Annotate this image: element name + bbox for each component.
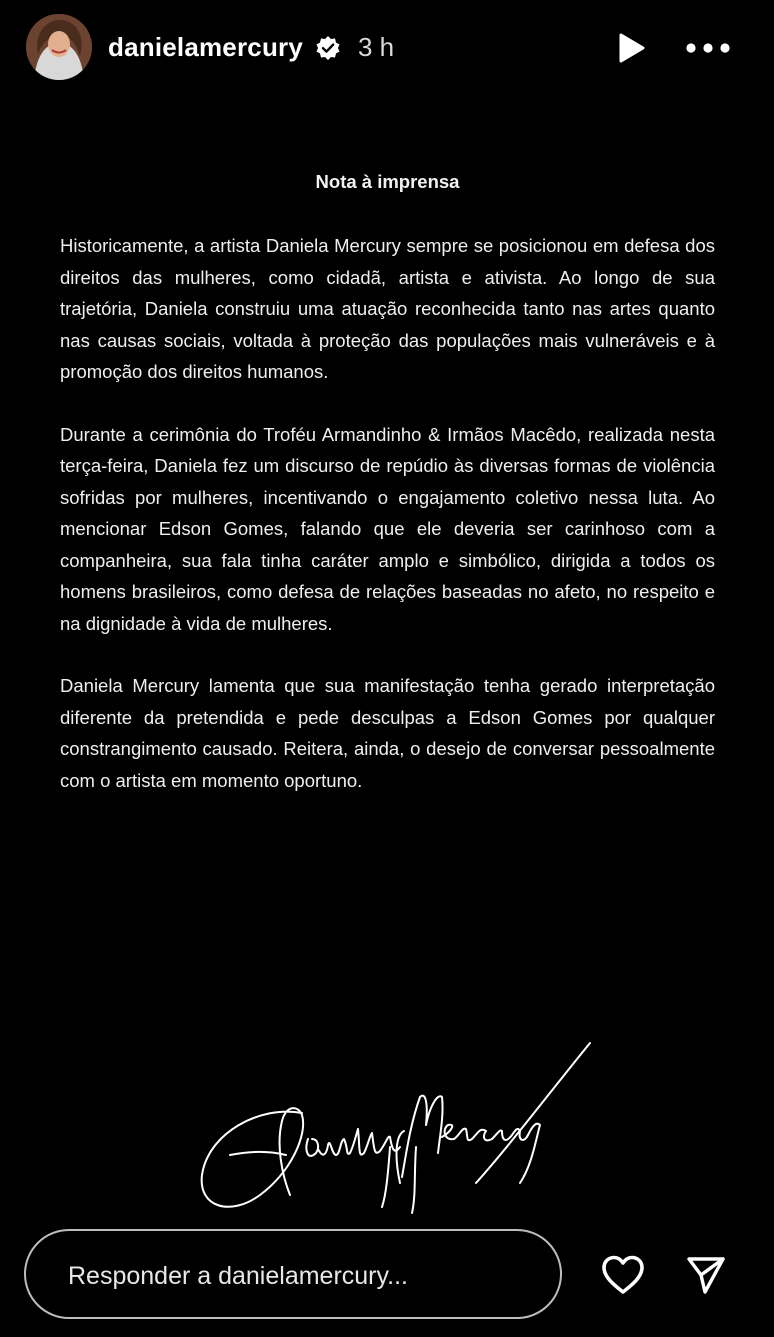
verified-badge-icon [315, 35, 341, 61]
note-paragraph-1: Historicamente, a artista Daniela Mercury sempre se posicionou em defesa dos direitos das mulheres, como cidadã, artista e ativista. Ao longo de sua trajetória, Daniela construiu uma atuação reconhecida tanto nas artes quanto nas causas sociais, voltada à proteção das populações mais vulneráveis e à promoção dos direitos humanos. [60, 235, 715, 382]
heart-icon[interactable] [600, 1254, 646, 1296]
story-header [0, 0, 774, 100]
more-options-icon[interactable] [685, 38, 731, 58]
handwritten-signature [190, 1035, 600, 1225]
note-title: Nota à imprensa [315, 171, 460, 192]
post-time: 3 h [358, 32, 395, 62]
play-icon[interactable] [614, 31, 648, 65]
send-icon[interactable] [685, 1254, 727, 1296]
press-note [60, 168, 715, 827]
note-paragraph-3: Daniela Mercury lamenta que sua manifestação tenha gerado interpretação diferente da pretendida e pede desculpas a Edson Gomes por qualquer constrangimento causado. Reitera, ainda, o desejo de conversar pessoalmente com o artista em momento oportuno. [60, 675, 715, 791]
avatar[interactable] [26, 14, 92, 80]
reply-placeholder: Responder a danielamercury... [68, 1262, 408, 1290]
note-paragraph-2: Durante a cerimônia do Troféu Armandinho & Irmãos Macêdo, realizada nesta terça-feira, Daniela fez um discurso de repúdio às diversas formas de violência sofridas por mulheres, incentivando o engajamento coletivo nessa luta. Ao mencionar Edson Gomes, falando que ele deveria ser carinhoso com a companheira, sua fala tinha caráter amplo e simbólico, dirigida a todos os homens brasileiros, como defesa de relações baseadas no afeto, no respeito e na dignidade à vida de mulheres. [60, 423, 715, 634]
username[interactable]: danielamercury [108, 32, 304, 62]
reply-input[interactable] [24, 1229, 562, 1319]
